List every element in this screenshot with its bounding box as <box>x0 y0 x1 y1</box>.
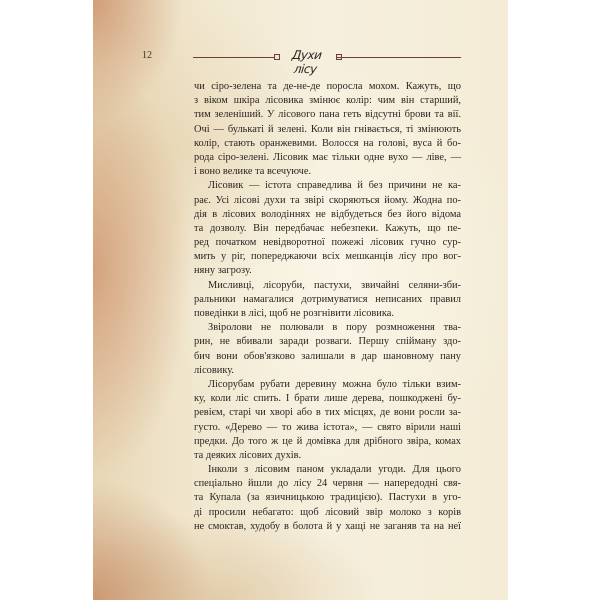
text-line: та Купала (за язичницькою традицією). Пастухи в уго- <box>194 492 461 504</box>
text-line: няну загрозу. <box>194 265 252 277</box>
text-line: ральники намагалися дотримуватися неписаних правил <box>194 293 461 305</box>
text-line: Очі — булькаті й зелені. Коли він гнівається, ті змінюють <box>194 123 461 135</box>
text-line: густо. «Дерево — то жива істота», — свято вірили наші <box>194 421 461 433</box>
header-rule-square-left-icon <box>274 54 280 60</box>
text-line: чи сіро-зелена та де-не-де поросла мохом. Кажуть, що <box>194 81 461 92</box>
paragraph <box>194 378 461 463</box>
running-title: Духи лісу <box>291 48 323 76</box>
text-line: предки. До того ж це й домівка для дрібного звіра, комах <box>194 435 461 447</box>
page-number: 12 <box>142 50 152 61</box>
text-line: Звіролови не полювали в пору розмноження тва- <box>208 322 461 334</box>
text-line: рає. Усі лісові духи та звірі скоряються йому. Жодна по- <box>194 194 461 206</box>
text-line: і воно велике та всечуюче. <box>194 166 312 178</box>
text-line: з віком шкіра лісовика змінює колір: чим він старший, <box>194 95 461 107</box>
text-line: лісовику. <box>194 364 234 376</box>
header-rule-right <box>337 57 461 58</box>
text-line: рин, не вбивали заради розваги. Першу спійману здо- <box>194 336 461 348</box>
text-line: бич вони обов'язково залишали в дар шановному пану <box>194 350 461 362</box>
text-line: дія в лісових володіннях не відбудеться без його відома <box>194 208 461 220</box>
text-line: та деяких лісових духів. <box>194 449 302 461</box>
text-line: та дозволу. Він передбачає небезпеки. Кажуть, що пе- <box>194 222 461 234</box>
text-line: ді просили небагато: щоб лісовий звір молоко з корів <box>194 506 461 518</box>
text-line: Лісорубам рубати деревину можна було тільки взим- <box>208 378 461 390</box>
text-line: ревієм, старі чи хворі або в тих місцях, де вони росли за- <box>194 407 461 419</box>
paragraph <box>194 463 461 534</box>
book-page <box>93 0 508 600</box>
paragraph <box>194 80 461 179</box>
text-line: тим зеленіший. У лісового пана геть відсутні брови та вії. <box>194 109 461 121</box>
paragraph <box>194 279 461 322</box>
body-text <box>194 80 461 534</box>
paragraph <box>194 321 461 378</box>
text-line: мить у ріг, попереджаючи всіх мешканців лісу про вог- <box>194 251 461 263</box>
text-line: рода сіро-зелені. Лісовик має тільки одне вухо — ліве, — <box>194 151 461 163</box>
text-line: не смоктав, худобу в болота й у хащі не заганяв та на неї <box>194 520 461 532</box>
paragraph <box>194 179 461 278</box>
text-line: поведінки в лісі, щоб не розгнівити лісовика. <box>194 308 394 319</box>
text-line: спеціально йшли до лісу 24 червня — напередодні свя- <box>194 478 461 490</box>
text-line: ку, коли ліс спить. І брати лише дерева, пошкоджені бу- <box>194 393 461 405</box>
header-rule-left <box>193 57 276 58</box>
text-line: Мисливці, лісоруби, пастухи, звичайні селяни-зби- <box>208 279 461 291</box>
text-line: Інколи з лісовим паном укладали угоди. Для цього <box>208 464 461 476</box>
text-line: колір, стають оранжевими. Волосся на голові, вуса й бо- <box>194 137 461 149</box>
text-line: Лісовик — істота справедлива й без причини не ка- <box>208 180 461 192</box>
text-line: ред початком невідворотної пожежі лісовик гучно сур- <box>194 237 461 249</box>
